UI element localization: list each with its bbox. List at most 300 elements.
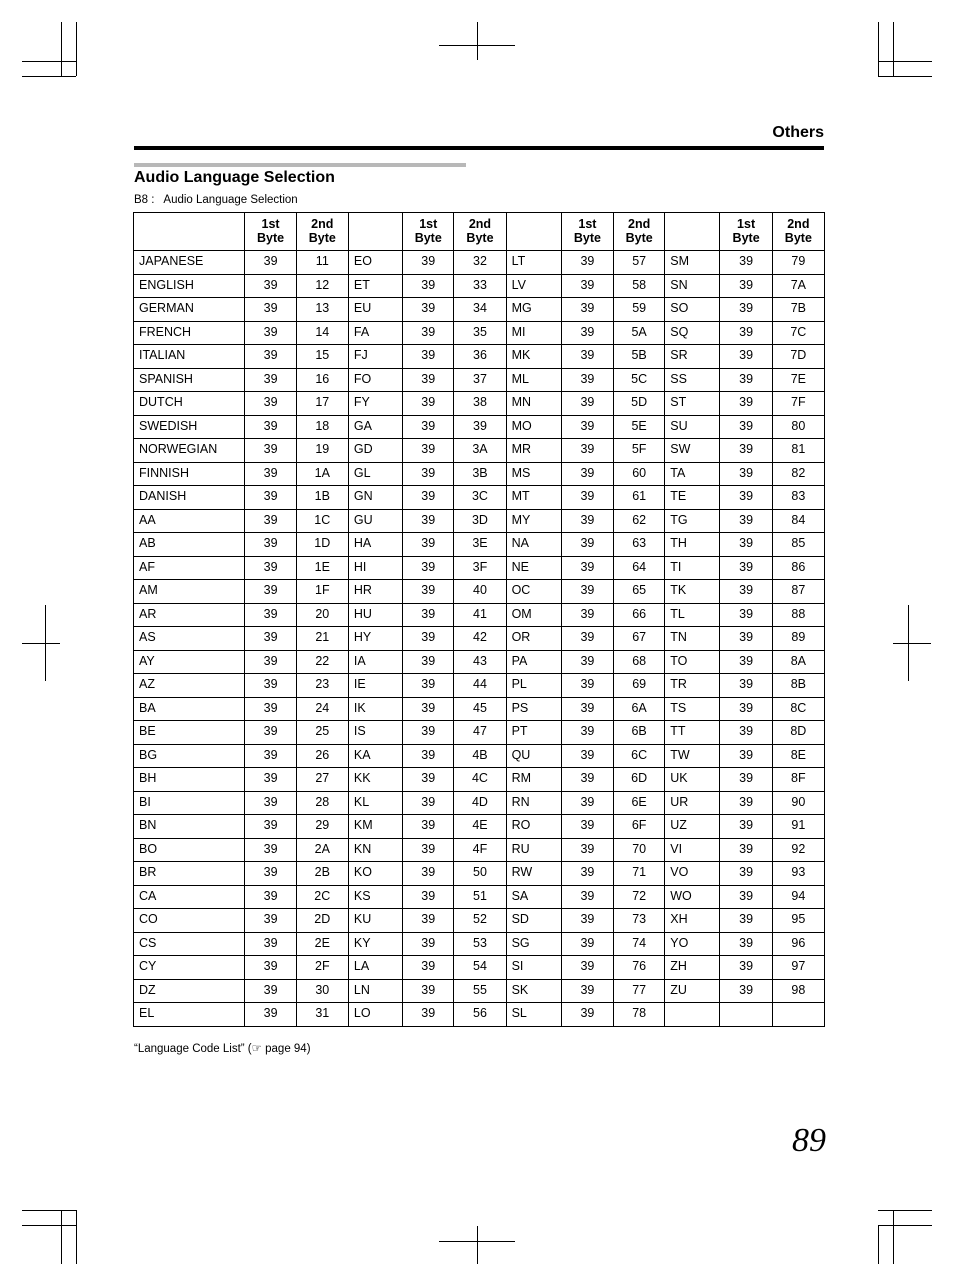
second-byte-cell: 15 xyxy=(296,345,348,369)
language-code-cell: AM xyxy=(134,580,245,604)
second-byte-cell: 59 xyxy=(614,298,665,322)
second-byte-cell: 42 xyxy=(454,627,506,651)
first-byte-cell: 39 xyxy=(720,533,772,557)
language-code-cell: GN xyxy=(348,486,402,510)
second-byte-cell: 91 xyxy=(772,815,824,839)
language-code-cell: FRENCH xyxy=(134,321,245,345)
first-byte-cell: 39 xyxy=(245,697,296,721)
first-byte-cell: 39 xyxy=(403,697,454,721)
table-row xyxy=(134,909,825,933)
table-row xyxy=(134,345,825,369)
first-byte-cell: 39 xyxy=(245,768,296,792)
table-row xyxy=(134,956,825,980)
first-byte-cell: 39 xyxy=(561,721,613,745)
second-byte-cell: 5C xyxy=(614,368,665,392)
first-byte-cell: 39 xyxy=(561,580,613,604)
table-header-row xyxy=(134,213,825,251)
language-code-cell: MG xyxy=(506,298,561,322)
first-byte-cell: 39 xyxy=(245,274,296,298)
first-byte-cell: 39 xyxy=(245,979,296,1003)
first-byte-cell: 39 xyxy=(720,321,772,345)
first-byte-cell: 39 xyxy=(403,556,454,580)
first-byte-cell: 39 xyxy=(403,744,454,768)
second-byte-cell: 11 xyxy=(296,251,348,275)
language-code-cell: LV xyxy=(506,274,561,298)
first-byte-cell: 39 xyxy=(720,439,772,463)
second-byte-cell: 41 xyxy=(454,603,506,627)
second-byte-cell: 7F xyxy=(772,392,824,416)
language-code-cell: GERMAN xyxy=(134,298,245,322)
language-code-cell: SS xyxy=(665,368,720,392)
language-code-cell: SR xyxy=(665,345,720,369)
table-row xyxy=(134,650,825,674)
language-code-cell: SWEDISH xyxy=(134,415,245,439)
first-byte-cell: 39 xyxy=(403,815,454,839)
first-byte-cell: 39 xyxy=(720,345,772,369)
language-code-cell: BO xyxy=(134,838,245,862)
language-code-cell: UZ xyxy=(665,815,720,839)
first-byte-cell: 39 xyxy=(245,932,296,956)
language-code-cell: WO xyxy=(665,885,720,909)
second-byte-cell: 38 xyxy=(454,392,506,416)
second-byte-cell: 28 xyxy=(296,791,348,815)
second-byte-cell: 44 xyxy=(454,674,506,698)
first-byte-cell: 39 xyxy=(561,345,613,369)
language-code-cell: TR xyxy=(665,674,720,698)
language-code-cell: IA xyxy=(348,650,402,674)
language-code-cell: MY xyxy=(506,509,561,533)
first-byte-cell: 39 xyxy=(720,486,772,510)
first-byte-cell: 39 xyxy=(720,392,772,416)
header-byte2: 2nd Byte xyxy=(614,213,665,251)
language-code-cell: SW xyxy=(665,439,720,463)
language-code-cell: XH xyxy=(665,909,720,933)
language-code-cell: DUTCH xyxy=(134,392,245,416)
first-byte-cell: 39 xyxy=(720,885,772,909)
second-byte-cell xyxy=(772,1003,824,1027)
language-code-cell: HR xyxy=(348,580,402,604)
language-code-cell: SD xyxy=(506,909,561,933)
first-byte-cell: 39 xyxy=(720,932,772,956)
first-byte-cell: 39 xyxy=(403,838,454,862)
second-byte-cell: 6E xyxy=(614,791,665,815)
second-byte-cell: 92 xyxy=(772,838,824,862)
first-byte-cell: 39 xyxy=(403,768,454,792)
first-byte-cell: 39 xyxy=(403,791,454,815)
first-byte-cell: 39 xyxy=(720,956,772,980)
first-byte-cell: 39 xyxy=(245,627,296,651)
language-code-cell: RU xyxy=(506,838,561,862)
second-byte-cell: 34 xyxy=(454,298,506,322)
language-code-cell: FY xyxy=(348,392,402,416)
language-code-cell: MO xyxy=(506,415,561,439)
first-byte-cell: 39 xyxy=(561,768,613,792)
language-code-cell: BH xyxy=(134,768,245,792)
second-byte-cell: 87 xyxy=(772,580,824,604)
second-byte-cell: 1E xyxy=(296,556,348,580)
first-byte-cell: 39 xyxy=(720,603,772,627)
first-byte-cell: 39 xyxy=(245,1003,296,1027)
second-byte-cell: 25 xyxy=(296,721,348,745)
second-byte-cell: 6F xyxy=(614,815,665,839)
language-code-cell: SPANISH xyxy=(134,368,245,392)
second-byte-cell: 43 xyxy=(454,650,506,674)
first-byte-cell: 39 xyxy=(403,439,454,463)
first-byte-cell: 39 xyxy=(245,909,296,933)
second-byte-cell: 8C xyxy=(772,697,824,721)
second-byte-cell: 70 xyxy=(614,838,665,862)
header-byte2: 2nd Byte xyxy=(772,213,824,251)
first-byte-cell: 39 xyxy=(561,838,613,862)
language-code-table xyxy=(133,212,825,1027)
second-byte-cell: 33 xyxy=(454,274,506,298)
second-byte-cell: 5B xyxy=(614,345,665,369)
second-byte-cell: 3A xyxy=(454,439,506,463)
first-byte-cell: 39 xyxy=(403,392,454,416)
first-byte-cell: 39 xyxy=(720,462,772,486)
table-row xyxy=(134,885,825,909)
language-code-cell: TW xyxy=(665,744,720,768)
language-code-cell: TO xyxy=(665,650,720,674)
first-byte-cell: 39 xyxy=(245,533,296,557)
first-byte-cell: 39 xyxy=(720,627,772,651)
language-code-cell: TG xyxy=(665,509,720,533)
second-byte-cell: 4E xyxy=(454,815,506,839)
first-byte-cell: 39 xyxy=(245,368,296,392)
second-byte-cell: 80 xyxy=(772,415,824,439)
language-code-cell: RM xyxy=(506,768,561,792)
first-byte-cell: 39 xyxy=(720,815,772,839)
second-byte-cell: 3F xyxy=(454,556,506,580)
table-row xyxy=(134,768,825,792)
second-byte-cell: 4C xyxy=(454,768,506,792)
language-code-cell: FO xyxy=(348,368,402,392)
header-name xyxy=(506,213,561,251)
first-byte-cell: 39 xyxy=(245,815,296,839)
language-code-cell: NA xyxy=(506,533,561,557)
table-row xyxy=(134,368,825,392)
second-byte-cell: 2F xyxy=(296,956,348,980)
language-code-cell: FJ xyxy=(348,345,402,369)
second-byte-cell: 2B xyxy=(296,862,348,886)
first-byte-cell: 39 xyxy=(561,486,613,510)
first-byte-cell: 39 xyxy=(403,674,454,698)
first-byte-cell: 39 xyxy=(245,509,296,533)
language-code-cell: RO xyxy=(506,815,561,839)
language-code-cell: UK xyxy=(665,768,720,792)
language-code-cell: ZU xyxy=(665,979,720,1003)
first-byte-cell: 39 xyxy=(720,415,772,439)
first-byte-cell: 39 xyxy=(403,862,454,886)
first-byte-cell: 39 xyxy=(245,862,296,886)
first-byte-cell: 39 xyxy=(720,697,772,721)
first-byte-cell: 39 xyxy=(720,556,772,580)
language-code-cell: KK xyxy=(348,768,402,792)
first-byte-cell: 39 xyxy=(403,580,454,604)
table-row xyxy=(134,697,825,721)
header-byte1: 1st Byte xyxy=(403,213,454,251)
second-byte-cell: 58 xyxy=(614,274,665,298)
first-byte-cell: 39 xyxy=(561,791,613,815)
second-byte-cell: 7D xyxy=(772,345,824,369)
first-byte-cell: 39 xyxy=(403,956,454,980)
language-code-cell: PL xyxy=(506,674,561,698)
header-byte2: 2nd Byte xyxy=(296,213,348,251)
second-byte-cell: 64 xyxy=(614,556,665,580)
language-code-cell: SL xyxy=(506,1003,561,1027)
second-byte-cell: 12 xyxy=(296,274,348,298)
first-byte-cell: 39 xyxy=(561,603,613,627)
second-byte-cell: 5D xyxy=(614,392,665,416)
language-code-cell: BI xyxy=(134,791,245,815)
heading-bar xyxy=(134,163,466,167)
second-byte-cell: 2E xyxy=(296,932,348,956)
language-code-cell: EO xyxy=(348,251,402,275)
table-row xyxy=(134,556,825,580)
language-code-cell: LT xyxy=(506,251,561,275)
language-code-cell: GA xyxy=(348,415,402,439)
language-code-cell: CO xyxy=(134,909,245,933)
first-byte-cell: 39 xyxy=(720,251,772,275)
second-byte-cell: 69 xyxy=(614,674,665,698)
language-code-cell: BG xyxy=(134,744,245,768)
first-byte-cell: 39 xyxy=(720,721,772,745)
first-byte-cell: 39 xyxy=(245,486,296,510)
second-byte-cell: 3B xyxy=(454,462,506,486)
section-title: Others xyxy=(772,124,824,141)
language-code-cell: YO xyxy=(665,932,720,956)
first-byte-cell: 39 xyxy=(561,509,613,533)
table-row xyxy=(134,439,825,463)
language-code-cell: HY xyxy=(348,627,402,651)
language-code-cell: AB xyxy=(134,533,245,557)
second-byte-cell: 86 xyxy=(772,556,824,580)
second-byte-cell: 19 xyxy=(296,439,348,463)
language-code-cell: OM xyxy=(506,603,561,627)
table-row xyxy=(134,603,825,627)
second-byte-cell: 79 xyxy=(772,251,824,275)
table-row xyxy=(134,580,825,604)
first-byte-cell: 39 xyxy=(403,509,454,533)
language-code-cell: LO xyxy=(348,1003,402,1027)
language-code-cell: CA xyxy=(134,885,245,909)
first-byte-cell: 39 xyxy=(720,768,772,792)
second-byte-cell: 8F xyxy=(772,768,824,792)
second-byte-cell: 55 xyxy=(454,979,506,1003)
second-byte-cell: 56 xyxy=(454,1003,506,1027)
second-byte-cell: 1C xyxy=(296,509,348,533)
language-code-cell: TS xyxy=(665,697,720,721)
second-byte-cell: 67 xyxy=(614,627,665,651)
second-byte-cell: 81 xyxy=(772,439,824,463)
first-byte-cell: 39 xyxy=(245,251,296,275)
second-byte-cell: 3E xyxy=(454,533,506,557)
first-byte-cell: 39 xyxy=(720,509,772,533)
second-byte-cell: 3D xyxy=(454,509,506,533)
second-byte-cell: 8E xyxy=(772,744,824,768)
language-code-cell: ZH xyxy=(665,956,720,980)
second-byte-cell: 17 xyxy=(296,392,348,416)
language-code-cell: SM xyxy=(665,251,720,275)
second-byte-cell: 66 xyxy=(614,603,665,627)
language-code-cell: MI xyxy=(506,321,561,345)
table-row xyxy=(134,979,825,1003)
second-byte-cell: 40 xyxy=(454,580,506,604)
first-byte-cell: 39 xyxy=(403,345,454,369)
language-code-cell: PA xyxy=(506,650,561,674)
language-code-cell: AY xyxy=(134,650,245,674)
language-code-cell: MT xyxy=(506,486,561,510)
table-row xyxy=(134,721,825,745)
language-code-cell: GD xyxy=(348,439,402,463)
second-byte-cell: 53 xyxy=(454,932,506,956)
second-byte-cell: 51 xyxy=(454,885,506,909)
language-code-cell: GU xyxy=(348,509,402,533)
header-byte1: 1st Byte xyxy=(245,213,296,251)
first-byte-cell: 39 xyxy=(561,415,613,439)
second-byte-cell: 7B xyxy=(772,298,824,322)
first-byte-cell: 39 xyxy=(245,392,296,416)
second-byte-cell: 6B xyxy=(614,721,665,745)
first-byte-cell: 39 xyxy=(245,721,296,745)
first-byte-cell: 39 xyxy=(245,838,296,862)
language-code-cell: AA xyxy=(134,509,245,533)
first-byte-cell: 39 xyxy=(561,674,613,698)
second-byte-cell: 4B xyxy=(454,744,506,768)
language-code-cell: BN xyxy=(134,815,245,839)
language-code-cell: QU xyxy=(506,744,561,768)
language-code-cell: ML xyxy=(506,368,561,392)
language-code-cell: KO xyxy=(348,862,402,886)
first-byte-cell: 39 xyxy=(403,486,454,510)
language-code-cell: TI xyxy=(665,556,720,580)
language-code-cell: BA xyxy=(134,697,245,721)
first-byte-cell: 39 xyxy=(403,650,454,674)
language-code-cell: TT xyxy=(665,721,720,745)
table-row xyxy=(134,321,825,345)
second-byte-cell: 89 xyxy=(772,627,824,651)
second-byte-cell: 45 xyxy=(454,697,506,721)
table-row xyxy=(134,932,825,956)
second-byte-cell: 6C xyxy=(614,744,665,768)
second-byte-cell: 60 xyxy=(614,462,665,486)
first-byte-cell: 39 xyxy=(403,885,454,909)
language-code-cell xyxy=(665,1003,720,1027)
first-byte-cell: 39 xyxy=(561,274,613,298)
second-byte-cell: 4D xyxy=(454,791,506,815)
first-byte-cell: 39 xyxy=(720,791,772,815)
page-heading: Audio Language Selection xyxy=(134,169,335,186)
second-byte-cell: 21 xyxy=(296,627,348,651)
language-code-cell: PS xyxy=(506,697,561,721)
language-code-cell: NE xyxy=(506,556,561,580)
first-byte-cell: 39 xyxy=(245,439,296,463)
second-byte-cell: 78 xyxy=(614,1003,665,1027)
language-code-cell: OR xyxy=(506,627,561,651)
table-row xyxy=(134,251,825,275)
language-code-cell: AZ xyxy=(134,674,245,698)
second-byte-cell: 50 xyxy=(454,862,506,886)
first-byte-cell: 39 xyxy=(561,251,613,275)
first-byte-cell: 39 xyxy=(245,415,296,439)
language-code-cell: AF xyxy=(134,556,245,580)
second-byte-cell: 23 xyxy=(296,674,348,698)
language-code-cell: EU xyxy=(348,298,402,322)
second-byte-cell: 83 xyxy=(772,486,824,510)
second-byte-cell: 22 xyxy=(296,650,348,674)
language-code-cell: KU xyxy=(348,909,402,933)
first-byte-cell: 39 xyxy=(403,368,454,392)
second-byte-cell: 6A xyxy=(614,697,665,721)
table-row xyxy=(134,509,825,533)
first-byte-cell: 39 xyxy=(403,721,454,745)
second-byte-cell: 26 xyxy=(296,744,348,768)
first-byte-cell: 39 xyxy=(561,368,613,392)
second-byte-cell: 8B xyxy=(772,674,824,698)
table-row xyxy=(134,674,825,698)
language-code-cell: DZ xyxy=(134,979,245,1003)
first-byte-cell xyxy=(720,1003,772,1027)
header-byte1: 1st Byte xyxy=(561,213,613,251)
table-row xyxy=(134,274,825,298)
first-byte-cell: 39 xyxy=(720,298,772,322)
first-byte-cell: 39 xyxy=(720,744,772,768)
first-byte-cell: 39 xyxy=(561,556,613,580)
language-code-cell: TN xyxy=(665,627,720,651)
first-byte-cell: 39 xyxy=(720,909,772,933)
first-byte-cell: 39 xyxy=(561,815,613,839)
table-row xyxy=(134,533,825,557)
second-byte-cell: 61 xyxy=(614,486,665,510)
second-byte-cell: 5A xyxy=(614,321,665,345)
second-byte-cell: 7A xyxy=(772,274,824,298)
first-byte-cell: 39 xyxy=(720,274,772,298)
language-code-cell: KM xyxy=(348,815,402,839)
table-row xyxy=(134,298,825,322)
header-name xyxy=(665,213,720,251)
language-code-cell: BE xyxy=(134,721,245,745)
language-code-cell: ENGLISH xyxy=(134,274,245,298)
second-byte-cell: 1A xyxy=(296,462,348,486)
language-code-cell: HA xyxy=(348,533,402,557)
language-code-cell: HU xyxy=(348,603,402,627)
first-byte-cell: 39 xyxy=(245,603,296,627)
header-byte1: 1st Byte xyxy=(720,213,772,251)
second-byte-cell: 88 xyxy=(772,603,824,627)
language-code-cell: SQ xyxy=(665,321,720,345)
second-byte-cell: 2A xyxy=(296,838,348,862)
second-byte-cell: 20 xyxy=(296,603,348,627)
second-byte-cell: 84 xyxy=(772,509,824,533)
second-byte-cell: 72 xyxy=(614,885,665,909)
second-byte-cell: 1F xyxy=(296,580,348,604)
table-row xyxy=(134,862,825,886)
language-code-cell: KN xyxy=(348,838,402,862)
second-byte-cell: 4F xyxy=(454,838,506,862)
language-code-cell: LA xyxy=(348,956,402,980)
language-code-cell: RW xyxy=(506,862,561,886)
second-byte-cell: 29 xyxy=(296,815,348,839)
second-byte-cell: 93 xyxy=(772,862,824,886)
language-code-cell: TL xyxy=(665,603,720,627)
first-byte-cell: 39 xyxy=(561,298,613,322)
first-byte-cell: 39 xyxy=(245,556,296,580)
first-byte-cell: 39 xyxy=(403,932,454,956)
language-code-cell: AS xyxy=(134,627,245,651)
header-name xyxy=(134,213,245,251)
first-byte-cell: 39 xyxy=(245,321,296,345)
second-byte-cell: 77 xyxy=(614,979,665,1003)
